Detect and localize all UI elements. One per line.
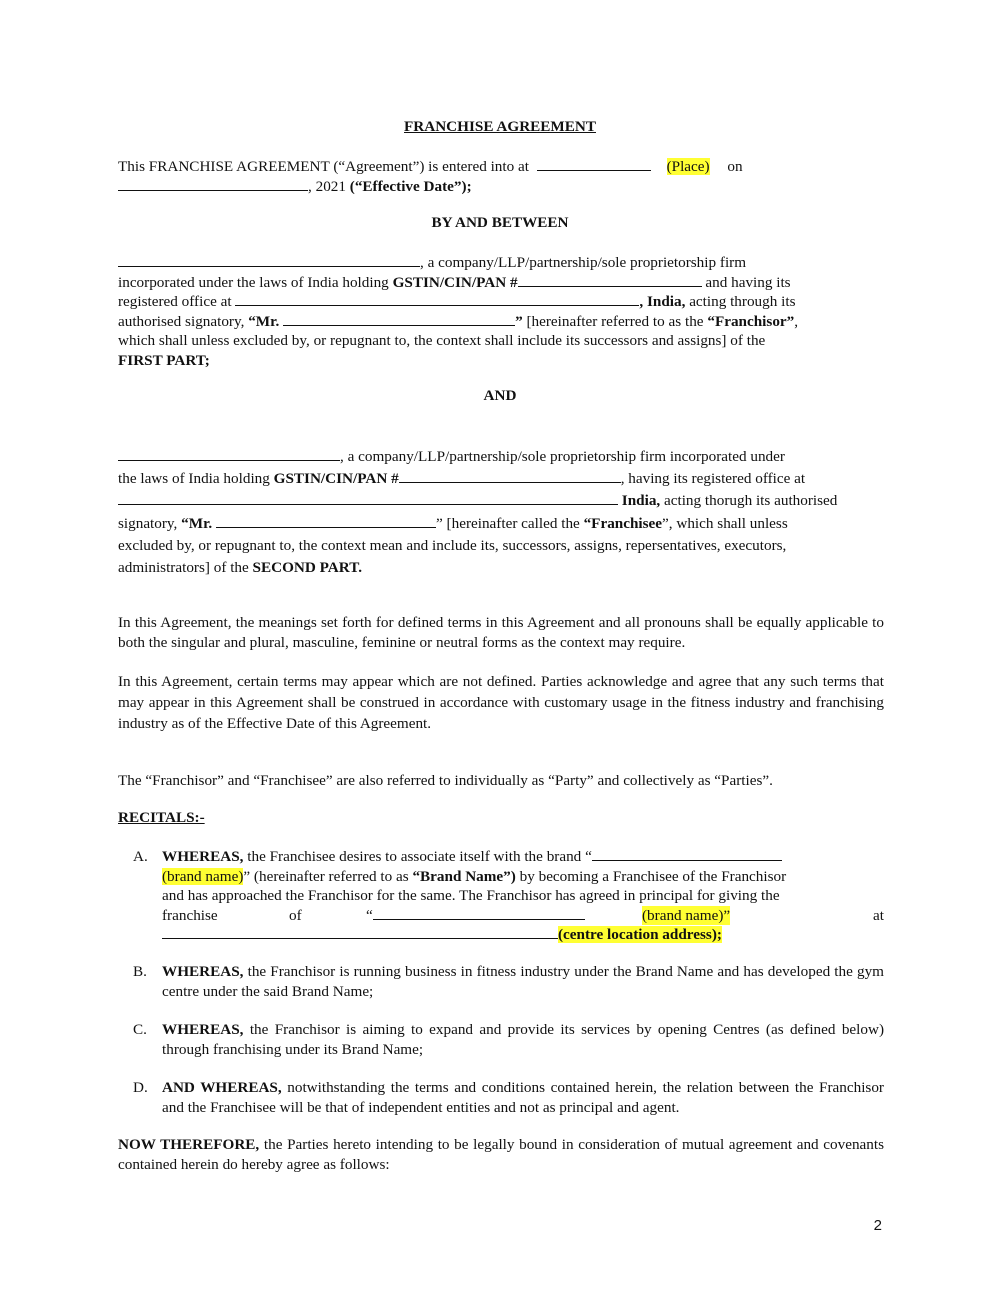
ra-line-2 [162,867,884,887]
recital-b [118,962,884,1001]
sp-text-1: , a company/LLP/partnership/sole proprietorship firm incorporated under [340,448,785,465]
fp-line-4 [118,312,884,332]
sp-text-2a: the laws of India holding [118,470,270,488]
date-blank [118,177,308,191]
sp-text-2c: , having its registered office at [620,470,806,488]
fp-comma: , [794,312,799,330]
intro-year: , 2021 [308,178,346,195]
fp-india: , India, [639,293,686,310]
recital-a-body [162,847,884,945]
ra-text-2c: by becoming a Franchisee of the Franchisor [519,867,787,885]
sp-line-1 [118,446,884,468]
fp-signatory-blank [283,312,515,326]
document-title: FRANCHISE AGREEMENT [404,118,596,135]
ra-whereas: WHEREAS, [162,848,244,865]
recital-d-label: D. [133,1079,148,1096]
recital-a [118,847,884,945]
ra-line-4 [162,906,884,926]
intro-on: on [727,158,743,175]
fp-text-4a: authorised signatory, [118,312,245,330]
fp-text-1: , a company/LLP/partnership/sole proprietorship firm [420,254,747,271]
and-heading: AND [483,387,517,404]
first-party-paragraph [118,253,884,370]
sp-line-4 [118,513,884,535]
definitions-paragraph-1: In this Agreement, the meanings set forth for defined terms in this Agreement and all pronouns shall be equally applicable to both the singular and plural, masculine, feminine or neutral forms as the context may require. [118,614,884,651]
ra-at: at [873,906,884,924]
second-party-paragraph [118,446,884,579]
parties-note: The “Franchisor” and “Franchisee” are also referred to individually as “Party” and collectively as “Parties”. [118,772,773,789]
sp-text-6a: administrators] of the [118,559,249,577]
sp-mr: “Mr. [181,514,213,532]
sp-franchisee-label: “Franchisee [583,514,663,532]
recital-d-body [162,1078,884,1117]
rd-text: notwithstanding the terms and conditions contained herein, the relation between the Franchisor and the Franchisee will be that of independent entities and not as principal and agent. [162,1079,884,1116]
fp-line-1 [118,253,884,273]
intro-line-1 [118,157,884,177]
fp-franchisor-label: “Franchisor” [707,312,795,330]
recital-c [118,1020,884,1059]
recital-b-label: B. [133,963,147,980]
recital-a-label: A. [133,848,148,865]
ra-brand-blank-2 [373,906,585,920]
definitions-paragraph-2: In this Agreement, certain terms may appear which are not defined. Parties acknowledge and agree that any such terms that may appear in this Agreement shall be construed in accordance with customary usage in the fitness industry and franchising industry as of the Effective Date of this Agreement. [118,673,884,732]
effective-date-label: (“Effective Date”); [349,178,472,195]
fp-office-blank [235,292,639,306]
ra-open-quote: “ [366,906,373,924]
ra-centre-address-placeholder: (centre location address); [558,926,722,943]
rd-and-whereas: AND WHEREAS, [162,1079,282,1096]
sp-text-4a: signatory, [118,514,178,532]
ra-franchise: franchise [162,906,218,924]
ra-brand-name-placeholder-2: (brand name)” [642,906,731,924]
ra-brand-name-placeholder: (brand name) [162,867,244,885]
sp-signatory-blank [216,514,436,528]
sp-second-part: SECOND PART. [252,559,362,577]
sp-name-blank [118,447,340,461]
rb-text: the Franchisor is running business in fitness industry under the Brand Name and has developed the gym centre under the said Brand Name; [162,963,884,1000]
intro-text: This FRANCHISE AGREEMENT (“Agreement”) is entered into at [118,158,529,175]
fp-line-2 [118,273,884,293]
intro-paragraph [118,157,884,197]
sp-gstin-label: GSTIN/CIN/PAN # [273,470,399,488]
fp-text-4d: [hereinafter referred to as the [526,312,704,330]
sp-india: India, [621,492,661,510]
sp-line-5: excluded by, or repugnant to, the context mean and include its, successors, assigns, repersentatives, executors, [118,536,787,554]
fp-line-3 [118,292,884,312]
recital-b-body [162,962,884,1001]
sp-line-6 [118,557,884,579]
place-blank [537,157,651,171]
sp-gstin-blank [399,469,621,483]
ra-brand-blank [592,847,782,861]
recital-c-body [162,1020,884,1059]
recitals-heading: RECITALS:- [118,809,205,826]
rb-whereas: WHEREAS, [162,963,244,980]
sp-text-4c: ” [hereinafter called the [436,514,580,532]
place-placeholder: (Place) [666,158,710,175]
ra-brand-name-label: “Brand Name”) [412,867,516,885]
fp-text-2a: incorporated under the laws of India holding [118,273,389,291]
sp-line-2 [118,468,884,490]
now-therefore-paragraph [118,1135,884,1174]
sp-line-3 [118,490,884,512]
ra-of: of [289,906,302,924]
page-number: 2 [873,1217,882,1234]
fp-text-3c: acting through its [689,293,796,310]
fp-text-2c: and having its [705,273,791,291]
fp-name-blank [118,253,420,267]
fp-line-6: FIRST PART; [118,351,210,369]
ra-line-5 [162,925,884,945]
rc-text: the Franchisor is aiming to expand and provide its services by opening Centres (as defined below) through franchising under its Brand Name; [162,1021,885,1058]
fp-line-5: which shall unless excluded by, or repugnant to, the context shall include its successors and assigns] of the [118,332,766,349]
recital-c-label: C. [133,1021,147,1038]
sp-office-blank [118,491,618,505]
ra-text-2a: ” (hereinafter referred to as [243,867,409,885]
ra-address-blank [162,925,558,939]
sp-text-3b: acting thorugh its authorised [664,492,838,510]
recital-d [118,1078,884,1117]
now-therefore-label: NOW THEREFORE, [118,1136,260,1153]
now-therefore-text: the Parties hereto intending to be legally bound in consideration of mutual agreement and covenants contained herein do hereby agree as follows: [118,1136,885,1173]
fp-gstin-blank [518,273,702,287]
ra-text-1: the Franchisee desires to associate itself with the brand “ [247,848,592,865]
fp-quote: ” [515,312,523,330]
by-and-between-heading: BY AND BETWEEN [431,214,569,231]
fp-text-3a: registered office at [118,293,232,310]
fp-mr: “Mr. [248,312,280,330]
fp-gstin-label: GSTIN/CIN/PAN # [392,273,518,291]
rc-whereas: WHEREAS, [162,1021,244,1038]
ra-line-1 [162,847,884,867]
ra-quote-group [366,906,585,926]
intro-line-2 [118,177,884,197]
ra-line-3: and has approached the Franchisor for the same. The Franchisor has agreed in principal for giving the [162,887,780,904]
sp-text-4e: ”, which shall unless [662,514,788,532]
